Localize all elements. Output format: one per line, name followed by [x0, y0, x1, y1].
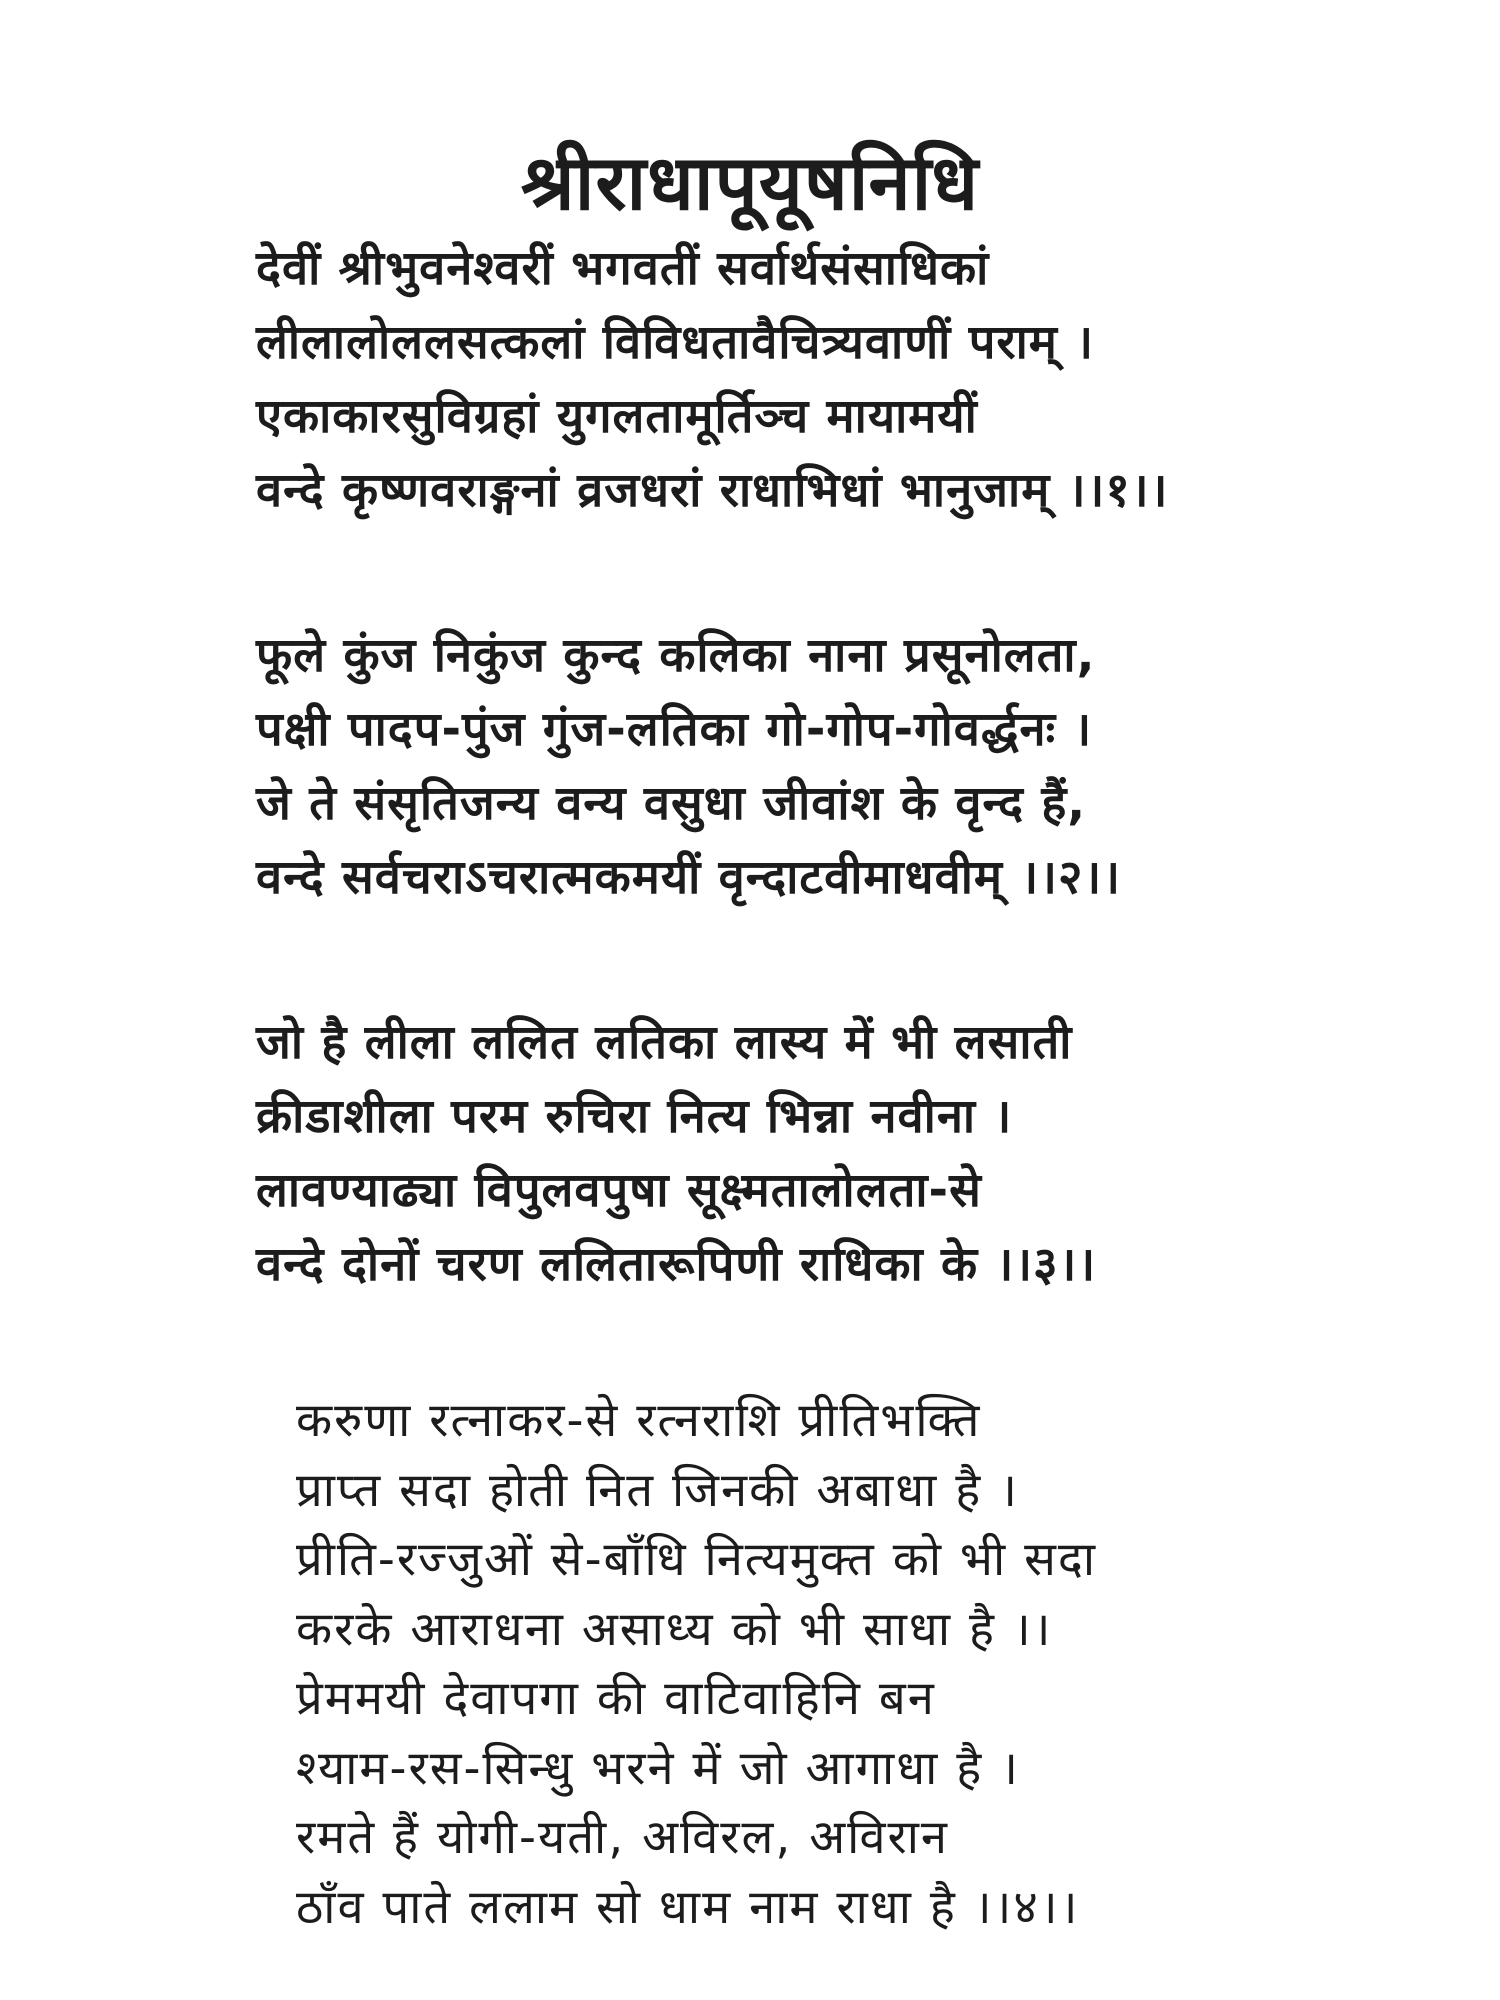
- verse-line: ठाँव पाते ललाम सो धाम नाम राधा है ।।४।।: [296, 1879, 1080, 1935]
- verse-line: जो है लीला ललित लतिका लास्य में भी लसाती: [256, 1015, 1073, 1070]
- verse-line: वन्दे कृष्णवराङ्गनां व्रजधरां राधाभिधां भानुजाम् ।।१।।: [256, 463, 1169, 518]
- verse-line: एकाकारसुविग्रहां युगलतामूर्तिञ्च मायामयीं: [256, 389, 978, 444]
- verse-4: [296, 1386, 1097, 1942]
- verse-line: रमते हैं योगी-यती, अविरल, अविरान: [296, 1810, 949, 1865]
- verse-3: [256, 1006, 1096, 1302]
- verse-line: प्रेममयी देवापगा की वाटिवाहिनि बन: [296, 1671, 936, 1726]
- verse-1: [256, 232, 1168, 528]
- verse-line: क्रीडाशीला परम रुचिरा नित्य भिन्ना नवीना ।: [256, 1089, 1013, 1144]
- verse-line: जे ते संसृतिजन्य वन्य वसुधा जीवांश के वृन्द हैं,: [256, 776, 1087, 831]
- verse-line: देवीं श्रीभुवनेश्वरीं भगवतीं सर्वार्थसंसाधिकां: [256, 241, 990, 296]
- verse-line: पक्षी पादप-पुंज गुंज-लतिका गो-गोप-गोवर्द्धनः ।: [256, 702, 1093, 757]
- verse-line: वन्दे दोनों चरण ललितारूपिणी राधिका के ।।३।।: [256, 1237, 1097, 1292]
- verse-2: [256, 619, 1121, 915]
- verse-line: करुणा रत्नाकर-से रत्नराशि प्रीतिभक्ति: [296, 1393, 982, 1448]
- verse-line: प्राप्त सदा होती नित जिनकी अबाधा है ।: [296, 1462, 1019, 1518]
- verse-line: लीलालोललसत्कलां विविधतावैचित्र्यवाणीं पराम् ।: [256, 315, 1095, 370]
- verse-line: श्याम-रस-सिन्धु भरने में जो आगाधा है ।: [296, 1740, 1020, 1796]
- verse-line: लावण्याढ्या विपुलवपुषा सूक्ष्मतालोलता-से: [256, 1163, 982, 1218]
- verse-line: करके आराधना असाध्य को भी साधा है ।।: [296, 1601, 1053, 1657]
- page-title: श्रीराधापूयूषनिधि: [520, 137, 980, 227]
- verse-line: फूले कुंज निकुंज कुन्द कलिका नाना प्रसूनोलता,: [256, 628, 1096, 683]
- verse-line: प्रीति-रज्जुओं से-बाँधि नित्यमुक्त को भी सदा: [296, 1532, 1097, 1587]
- verse-line: वन्दे सर्वचराऽचरात्मकमयीं वृन्दाटवीमाधवीम् ।।२।।: [256, 850, 1122, 905]
